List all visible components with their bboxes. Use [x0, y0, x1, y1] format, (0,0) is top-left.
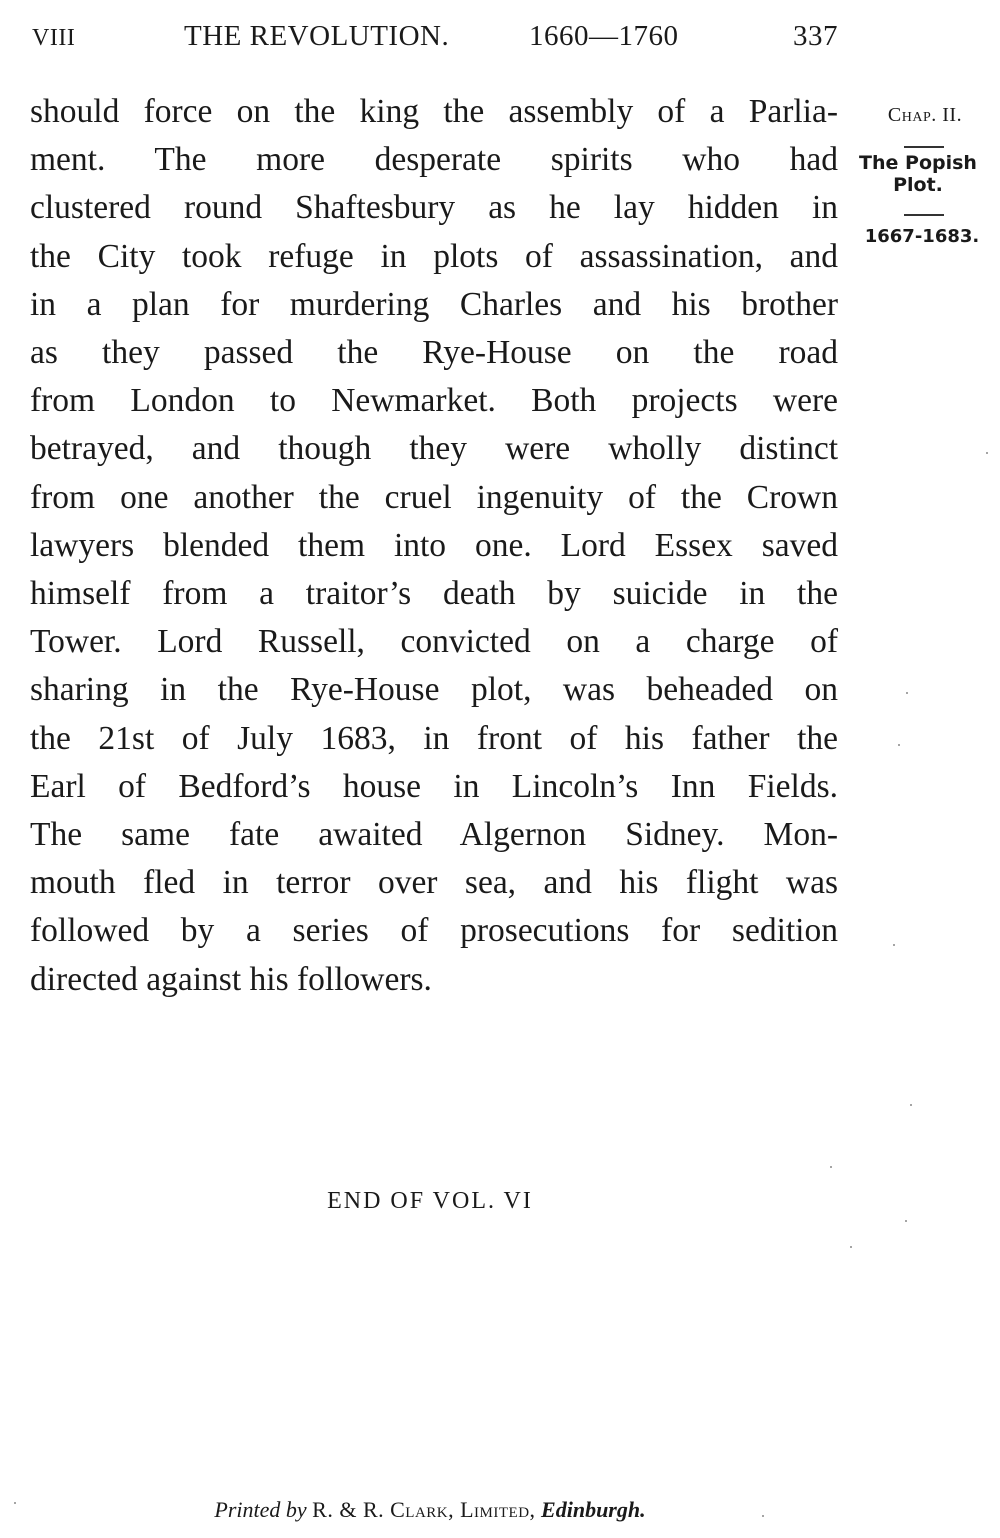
- scan-speck: [14, 1502, 16, 1504]
- scan-speck: [906, 692, 908, 694]
- text-line: ment. The more desperate spirits who had: [30, 141, 838, 179]
- running-header: [32, 20, 838, 60]
- page-number: 337: [793, 20, 838, 52]
- imprint-place: Edinburgh.: [541, 1497, 646, 1522]
- scan-speck: [893, 944, 895, 946]
- text-line: the 21st of July 1683, in front of his father the: [30, 719, 838, 757]
- printer-imprint: [0, 1497, 860, 1523]
- end-of-volume: END OF VOL. VI: [327, 1188, 533, 1214]
- text-line: from one another the cruel ingenuity of the Crown: [30, 478, 838, 516]
- margin-chapter: Chap. II.: [887, 104, 963, 126]
- text-line: clustered round Shaftesbury as he lay hidden in: [30, 189, 838, 227]
- text-line: the City took refuge in plots of assassination, and: [30, 237, 838, 275]
- text-line: lawyers blended them into one. Lord Essex saved: [30, 526, 838, 564]
- imprint-printer: R. & R. Clark, Limited,: [312, 1497, 536, 1522]
- running-title: THE REVOLUTION.: [184, 20, 450, 52]
- text-line: The same fate awaited Algernon Sidney. Mon-: [30, 816, 838, 854]
- body-text: [30, 88, 838, 1004]
- text-line: sharing in the Rye-House plot, was beheaded on: [30, 671, 838, 709]
- scan-speck: [986, 452, 988, 454]
- text-line: followed by a series of prosecutions for sedition: [30, 912, 838, 950]
- text-line: betrayed, and though they were wholly distinct: [30, 430, 838, 468]
- text-line: Earl of Bedford’s house in Lincoln’s Inn Fields.: [30, 767, 838, 805]
- margin-years: 1667-1683.: [864, 226, 980, 247]
- text-line: in a plan for murdering Charles and his brother: [30, 285, 838, 323]
- text-line: directed against his followers.: [30, 960, 432, 998]
- scan-speck: [905, 1220, 907, 1222]
- scan-speck: [830, 1166, 832, 1168]
- running-dates: 1660—1760: [529, 20, 679, 52]
- chapter-numeral: VIII: [32, 25, 76, 51]
- imprint-printed-by: Printed by: [214, 1497, 307, 1522]
- text-line: as they passed the Rye-House on the road: [30, 334, 838, 372]
- margin-rule: [904, 146, 944, 148]
- scan-speck: [898, 744, 900, 746]
- margin-rule: [904, 214, 944, 216]
- scan-speck: [910, 1104, 912, 1106]
- margin-topic: The Popish Plot.: [859, 152, 977, 196]
- text-line: should force on the king the assembly of a Parlia-: [30, 93, 838, 130]
- text-line: from London to Newmarket. Both projects were: [30, 382, 838, 420]
- scan-speck: [762, 1515, 764, 1517]
- text-line: himself from a traitor’s death by suicide in the: [30, 575, 838, 613]
- scan-speck: [850, 1246, 852, 1248]
- text-line: Tower. Lord Russell, convicted on a charge of: [30, 623, 838, 661]
- text-line: mouth fled in terror over sea, and his flight was: [30, 864, 838, 902]
